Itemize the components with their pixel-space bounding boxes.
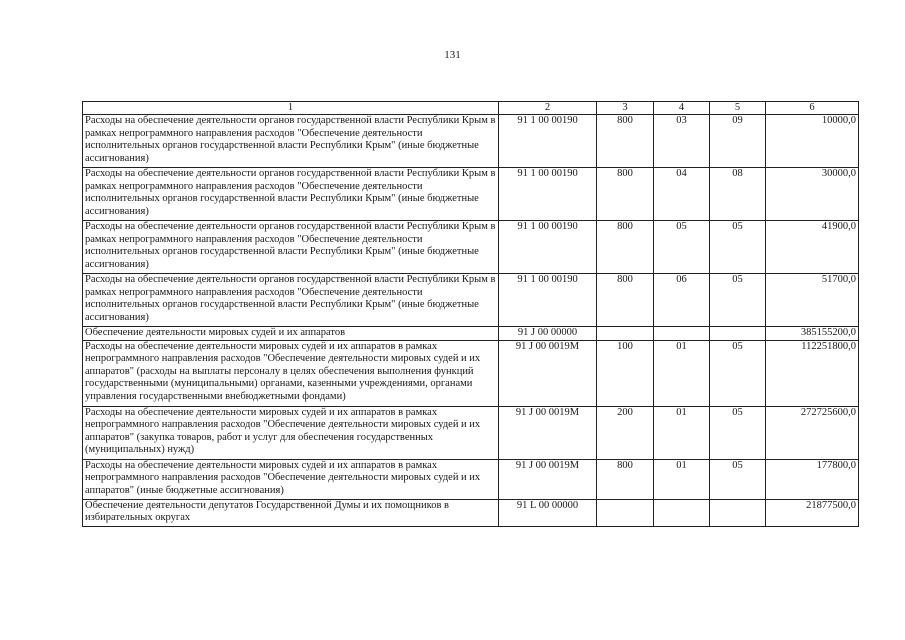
table-row	[83, 406, 859, 459]
table-row	[83, 327, 859, 341]
row-name-cell: Расходы на обеспечение деятельности мировых судей и их аппаратов в рамках непрограммного направления расходов "Обеспечение деятельности мировых судей и их аппаратов" (закупка товаров, работ и услуг для обеспечения государственных (муниципальных) нужд)	[83, 406, 499, 459]
row-amount-cell: 21877500,0	[766, 499, 859, 526]
row-expense-type-cell	[597, 499, 654, 526]
row-name-cell: Расходы на обеспечение деятельности органов государственной власти Республики Крым в рамках непрограммного направления расходов "Обеспечение деятельности исполнительных органов государственной власти Республики Крым" (иные бюджетные ассигнования)	[83, 274, 499, 327]
row-section-cell: 01	[654, 459, 710, 499]
row-amount-cell: 272725600,0	[766, 406, 859, 459]
row-code-cell: 91 1 00 00190	[499, 274, 597, 327]
column-header-2: 2	[499, 102, 597, 115]
row-name-cell: Обеспечение деятельности мировых судей и их аппаратов	[83, 327, 499, 341]
row-subsection-cell	[710, 499, 766, 526]
row-expense-type-cell: 200	[597, 406, 654, 459]
row-amount-cell: 10000,0	[766, 115, 859, 168]
row-expense-type-cell: 800	[597, 115, 654, 168]
row-amount-cell: 30000,0	[766, 168, 859, 221]
row-section-cell: 03	[654, 115, 710, 168]
row-name-cell: Расходы на обеспечение деятельности органов государственной власти Республики Крым в рамках непрограммного направления расходов "Обеспечение деятельности исполнительных органов государственной власти Республики Крым" (иные бюджетные ассигнования)	[83, 221, 499, 274]
table-row	[83, 499, 859, 526]
row-section-cell: 05	[654, 221, 710, 274]
row-code-cell: 91 1 00 00190	[499, 115, 597, 168]
row-name-cell: Расходы на обеспечение деятельности мировых судей и их аппаратов в рамках непрограммного направления расходов "Обеспечение деятельности мировых судей и их аппаратов" (иные бюджетные ассигнования)	[83, 459, 499, 499]
column-header-1: 1	[83, 102, 499, 115]
row-expense-type-cell: 800	[597, 459, 654, 499]
row-subsection-cell: 05	[710, 221, 766, 274]
column-header-5: 5	[710, 102, 766, 115]
row-section-cell	[654, 499, 710, 526]
header-row	[83, 102, 859, 115]
row-expense-type-cell: 100	[597, 340, 654, 406]
column-header-6: 6	[766, 102, 859, 115]
table-row	[83, 340, 859, 406]
row-amount-cell: 177800,0	[766, 459, 859, 499]
row-name-cell: Расходы на обеспечение деятельности органов государственной власти Республики Крым в рамках непрограммного направления расходов "Обеспечение деятельности исполнительных органов государственной власти Республики Крым" (иные бюджетные ассигнования)	[83, 115, 499, 168]
row-expense-type-cell: 800	[597, 274, 654, 327]
row-section-cell: 06	[654, 274, 710, 327]
row-code-cell: 91 J 00 0019M	[499, 459, 597, 499]
row-subsection-cell: 05	[710, 274, 766, 327]
budget-table	[82, 101, 859, 527]
table-row	[83, 221, 859, 274]
column-header-3: 3	[597, 102, 654, 115]
table-row	[83, 459, 859, 499]
page-number: 131	[444, 49, 461, 61]
row-subsection-cell: 05	[710, 459, 766, 499]
column-header-4: 4	[654, 102, 710, 115]
row-expense-type-cell: 800	[597, 221, 654, 274]
row-code-cell: 91 J 00 0019M	[499, 340, 597, 406]
table-row	[83, 168, 859, 221]
row-subsection-cell	[710, 327, 766, 341]
row-code-cell: 91 J 00 0019M	[499, 406, 597, 459]
row-name-cell: Обеспечение деятельности депутатов Государственной Думы и их помощников в избирательных округах	[83, 499, 499, 526]
row-subsection-cell: 08	[710, 168, 766, 221]
row-subsection-cell: 09	[710, 115, 766, 168]
row-subsection-cell: 05	[710, 340, 766, 406]
table-row	[83, 274, 859, 327]
row-expense-type-cell	[597, 327, 654, 341]
row-section-cell: 04	[654, 168, 710, 221]
row-subsection-cell: 05	[710, 406, 766, 459]
row-name-cell: Расходы на обеспечение деятельности мировых судей и их аппаратов в рамках непрограммного направления расходов "Обеспечение деятельности мировых судей и их аппаратов" (расходы на выплаты персоналу в целях обеспечения выполнения функций государственными (муниципальными) органами, казенными учреждениями, органами управления государственными внебюджетными фондами)	[83, 340, 499, 406]
row-amount-cell: 41900,0	[766, 221, 859, 274]
row-code-cell: 91 J 00 00000	[499, 327, 597, 341]
row-amount-cell: 385155200,0	[766, 327, 859, 341]
row-code-cell: 91 1 00 00190	[499, 221, 597, 274]
row-code-cell: 91 1 00 00190	[499, 168, 597, 221]
row-section-cell: 01	[654, 340, 710, 406]
row-amount-cell: 112251800,0	[766, 340, 859, 406]
row-section-cell: 01	[654, 406, 710, 459]
row-expense-type-cell: 800	[597, 168, 654, 221]
row-code-cell: 91 L 00 00000	[499, 499, 597, 526]
row-section-cell	[654, 327, 710, 341]
row-amount-cell: 51700,0	[766, 274, 859, 327]
table-row	[83, 115, 859, 168]
row-name-cell: Расходы на обеспечение деятельности органов государственной власти Республики Крым в рамках непрограммного направления расходов "Обеспечение деятельности исполнительных органов государственной власти Республики Крым" (иные бюджетные ассигнования)	[83, 168, 499, 221]
